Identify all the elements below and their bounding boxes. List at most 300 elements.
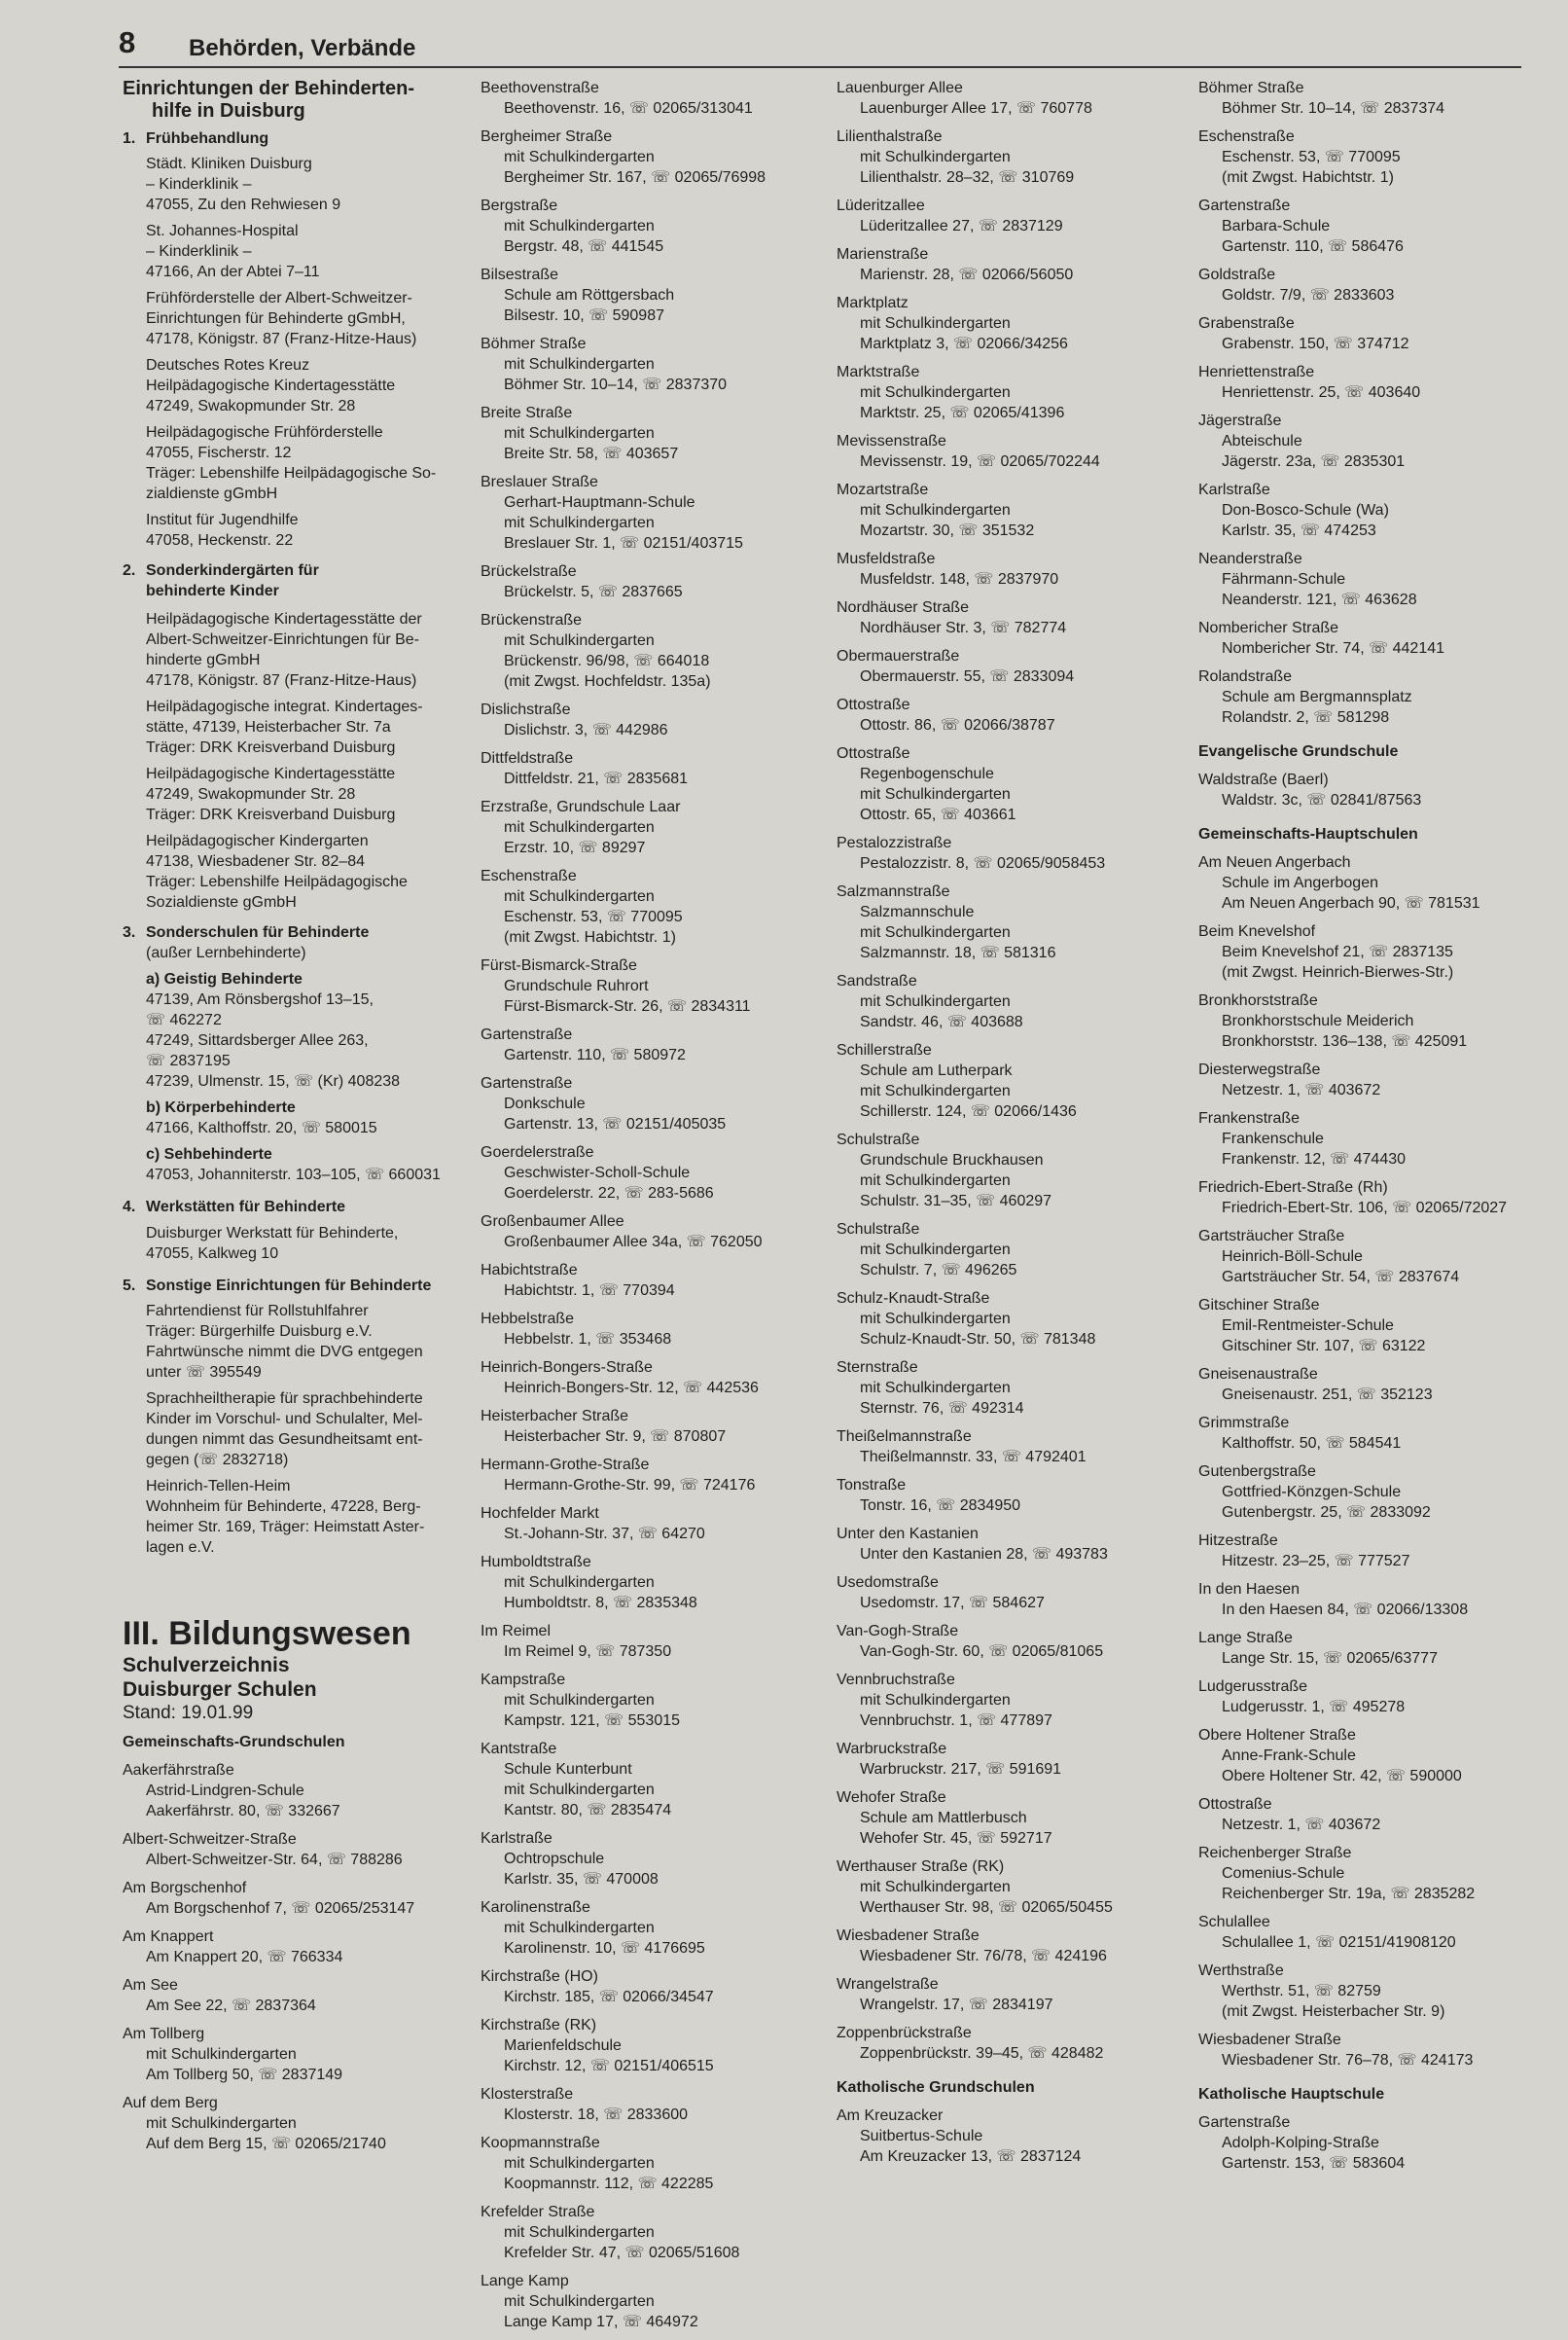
paragraph-line: Fahrtendienst für Rollstuhlfahrer — [146, 1303, 369, 1319]
street-name: Gneisenaustraße — [1198, 1366, 1318, 1383]
entry-line: Marktplatz 3, ☏ 02066/34256 — [860, 336, 1068, 352]
entry-line: Wehofer Str. 45, ☏ 592717 — [860, 1830, 1052, 1847]
entry-line: Fürst-Bismarck-Str. 26, ☏ 2834311 — [504, 998, 751, 1015]
school-entry — [1198, 1579, 1563, 1620]
street-name: Reichenberger Straße — [1198, 1845, 1352, 1861]
paragraph-line: 47178, Königstr. 87 (Franz-Hitze-Haus) — [146, 331, 417, 347]
text-line: 47249, Sittardsberger Allee 263, — [146, 1032, 369, 1049]
entry-line: St.-Johann-Str. 37, ☏ 64270 — [504, 1526, 705, 1542]
paragraph — [123, 831, 453, 913]
street-name: Tonstraße — [837, 1477, 907, 1494]
street-name: Theißelmannstraße — [837, 1428, 972, 1445]
school-entry — [481, 1552, 823, 1613]
paragraph-line: Sozialdienste gGmbH — [146, 894, 297, 911]
column-3 — [837, 78, 1187, 2175]
school-list — [1198, 78, 1563, 728]
entry-line: Sandstr. 46, ☏ 403688 — [860, 1014, 1023, 1030]
entry-line: Lilienthalstr. 28–32, ☏ 310769 — [860, 169, 1075, 186]
subsection-heading: b) Körperbehinderte — [146, 1099, 296, 1116]
street-name: Vennbruchstraße — [837, 1672, 955, 1688]
entry-line: Grundschule Ruhrort — [504, 978, 649, 994]
school-entry — [481, 1357, 823, 1398]
street-name: Am Tollberg — [123, 2026, 205, 2042]
paragraph-line: 47055, Zu den Rehwiesen 9 — [146, 197, 341, 213]
entry-line: Fährmann-Schule — [1222, 571, 1346, 588]
street-name: Friedrich-Ebert-Straße (Rh) — [1198, 1179, 1388, 1196]
school-entry — [481, 748, 823, 789]
street-name: Wehofer Straße — [837, 1789, 946, 1806]
text-line: ☏ 2837195 — [146, 1053, 231, 1069]
street-name: Usedomstraße — [837, 1574, 939, 1591]
street-name: Wiesbadener Straße — [837, 1927, 980, 1944]
paragraph-line: Heilpädagogische Kindertagesstätte — [146, 766, 396, 782]
street-name: Musfeldstraße — [837, 551, 936, 567]
school-entry — [837, 1572, 1187, 1613]
school-entry — [837, 971, 1187, 1032]
street-name: Bergstraße — [481, 198, 558, 214]
street-name: Fürst-Bismarck-Straße — [481, 957, 637, 974]
entry-line: mit Schulkindergarten — [860, 149, 1011, 165]
school-entry — [837, 126, 1187, 188]
street-name: Marienstraße — [837, 246, 929, 263]
entry-line: mit Schulkindergarten — [860, 786, 1011, 803]
page-title: Behörden, Verbände — [189, 35, 416, 61]
entry-line: Schulstr. 31–35, ☏ 460297 — [860, 1193, 1052, 1209]
entry-line: (mit Zwgst. Habichtstr. 1) — [504, 929, 676, 946]
entry-line: Musfeldstr. 148, ☏ 2837970 — [860, 571, 1059, 588]
street-name: Mozartstraße — [837, 482, 929, 498]
entry-line: Karlstr. 35, ☏ 470008 — [504, 1871, 659, 1888]
paragraph-line: zialdienste gGmbH — [146, 486, 278, 502]
street-name: Humboldtstraße — [481, 1554, 591, 1570]
school-entry — [481, 2271, 823, 2332]
item-list — [123, 154, 453, 551]
school-entry — [837, 1739, 1187, 1780]
paragraph-line: Institut für Jugendhilfe — [146, 512, 299, 528]
entry-line: Don-Bosco-Schule (Wa) — [1222, 502, 1389, 519]
street-name: Werthauser Straße (RK) — [837, 1858, 1005, 1875]
entry-line: (mit Zwgst. Habichtstr. 1) — [1222, 169, 1394, 186]
entry-line: mit Schulkindergarten — [504, 632, 655, 649]
entry-line: Eschenstr. 53, ☏ 770095 — [1222, 149, 1401, 165]
street-name: Am Borgschenhof — [123, 1880, 247, 1896]
street-name: Schulallee — [1198, 1914, 1270, 1930]
entry-line: Gartsträucher Str. 54, ☏ 2837674 — [1222, 1269, 1460, 1285]
entry-line: Wiesbadener Str. 76–78, ☏ 424173 — [1222, 2052, 1474, 2069]
school-entry — [481, 1142, 823, 1204]
school-entry — [481, 1260, 823, 1301]
entry-line: mit Schulkindergarten — [860, 993, 1011, 1010]
school-entry — [481, 2202, 823, 2263]
entry-line: Am Kreuzacker 13, ☏ 2837124 — [860, 2148, 1082, 2165]
school-list — [1198, 852, 1563, 2070]
entry-line: mit Schulkindergarten — [504, 819, 655, 836]
street-name: Lange Straße — [1198, 1630, 1293, 1646]
directory-subtitle: Duisburger Schulen — [123, 1678, 317, 1701]
entry-line: Am Tollberg 50, ☏ 2837149 — [146, 2067, 343, 2083]
item-heading-line2: behinderte Kinder — [146, 583, 279, 599]
text-line: ☏ 462272 — [146, 1012, 222, 1028]
street-name: Schillerstraße — [837, 1042, 932, 1059]
entry-line: Waldstr. 3c, ☏ 02841/87563 — [1222, 792, 1422, 809]
paragraph-line: Sprachheiltherapie für sprachbehinderte — [146, 1390, 423, 1407]
street-name: Obermauerstraße — [837, 648, 960, 665]
paragraph-line: – Kinderklinik – — [146, 176, 252, 193]
line-list — [123, 1165, 453, 1185]
entry-line: Kirchstr. 185, ☏ 02066/34547 — [504, 1989, 714, 2005]
school-list — [837, 2106, 1187, 2167]
entry-line: Gartenstr. 110, ☏ 586476 — [1222, 238, 1404, 255]
street-name: Jägerstraße — [1198, 413, 1282, 429]
street-name: Schulstraße — [837, 1221, 920, 1238]
entry-line: Eschenstr. 53, ☏ 770095 — [504, 909, 683, 925]
paragraph-line: heimer Str. 169, Träger: Heimstatt Aster- — [146, 1519, 425, 1535]
street-name: Am Kreuzacker — [837, 2107, 944, 2124]
paragraph-line: Albert-Schweitzer-Einrichtungen für Be- — [146, 631, 420, 648]
entry-line: Obermauerstr. 55, ☏ 2833094 — [860, 668, 1075, 685]
school-entry — [837, 1787, 1187, 1849]
school-entry — [481, 1621, 823, 1662]
school-entry — [1198, 1676, 1563, 1717]
paragraph-line: Frühförderstelle der Albert-Schweitzer- — [146, 290, 412, 306]
entry-line: Großenbaumer Allee 34a, ☏ 762050 — [504, 1234, 763, 1250]
entry-line: Gerhart-Hauptmann-Schule — [504, 494, 695, 511]
street-name: Am Knappert — [123, 1928, 214, 1945]
entry-line: mit Schulkindergarten — [504, 2224, 655, 2241]
entry-line: Schulz-Knaudt-Str. 50, ☏ 781348 — [860, 1331, 1096, 1348]
school-entry — [481, 196, 823, 257]
paragraph-line: Heilpädagogischer Kindergarten — [146, 833, 369, 849]
school-entry — [481, 1309, 823, 1350]
entry-line: mit Schulkindergarten — [860, 1692, 1011, 1709]
school-entry — [123, 1878, 453, 1919]
entry-line: Breslauer Str. 1, ☏ 02151/403715 — [504, 535, 743, 552]
school-entry — [837, 1856, 1187, 1918]
item-list — [123, 609, 453, 913]
school-entry — [837, 549, 1187, 590]
school-entry — [481, 955, 823, 1017]
school-entry — [837, 743, 1187, 825]
paragraph-line: 47178, Königstr. 87 (Franz-Hitze-Haus) — [146, 672, 417, 689]
entry-line: Vennbruchstr. 1, ☏ 477897 — [860, 1712, 1052, 1729]
street-name: Diesterwegstraße — [1198, 1062, 1321, 1078]
entry-line: Werthstr. 51, ☏ 82759 — [1222, 1983, 1381, 1999]
entry-line: mit Schulkindergarten — [860, 1242, 1011, 1258]
paragraph-line: Heilpädagogische integrat. Kindertages- — [146, 699, 423, 715]
entry-line: Warbruckstr. 217, ☏ 591691 — [860, 1761, 1062, 1778]
entry-line: mit Schulkindergarten — [504, 356, 655, 373]
page-number: 8 — [119, 25, 136, 59]
street-name: Goldstraße — [1198, 267, 1276, 283]
school-entry — [1198, 480, 1563, 541]
street-name: Auf dem Berg — [123, 2095, 218, 2111]
street-name: Gitschiner Straße — [1198, 1297, 1320, 1314]
text-line: 47166, Kalthoffstr. 20, ☏ 580015 — [146, 1120, 377, 1136]
school-entry — [837, 293, 1187, 354]
entry-line: Gutenbergstr. 25, ☏ 2833092 — [1222, 1504, 1431, 1521]
entry-line: Erzstr. 10, ☏ 89297 — [504, 840, 646, 856]
school-list — [1198, 770, 1563, 810]
school-entry — [1198, 1226, 1563, 1287]
street-name: Eschenstraße — [1198, 128, 1295, 145]
street-name: Beethovenstraße — [481, 80, 599, 96]
street-name: Lauenburger Allee — [837, 80, 963, 96]
school-entry — [837, 2106, 1187, 2167]
entry-line: mit Schulkindergarten — [504, 218, 655, 234]
entry-line: (mit Zwgst. Heisterbacher Str. 9) — [1222, 2003, 1445, 2020]
entry-line: Gartenstr. 13, ☏ 02151/405035 — [504, 1116, 727, 1133]
paragraph-line: Träger: Lebenshilfe Heilpädagogische So- — [146, 465, 437, 482]
school-entry — [123, 1926, 453, 1967]
street-name: Karolinenstraße — [481, 1899, 590, 1916]
entry-line: Wrangelstr. 17, ☏ 2834197 — [860, 1997, 1053, 2013]
entry-line: Karlstr. 35, ☏ 474253 — [1222, 522, 1376, 539]
entry-line: Adolph-Kolping-Straße — [1222, 2135, 1379, 2151]
street-name: Kantstraße — [481, 1741, 557, 1757]
street-name: Lüderitzallee — [837, 198, 925, 214]
street-name: Wrangelstraße — [837, 1976, 939, 1993]
entry-line: Geschwister-Scholl-Schule — [504, 1165, 691, 1181]
entry-line: Kantstr. 80, ☏ 2835474 — [504, 1802, 672, 1818]
street-name: Bronkhorststraße — [1198, 992, 1318, 1009]
entry-line: Werthauser Str. 98, ☏ 02065/50455 — [860, 1899, 1113, 1916]
school-list — [123, 1760, 453, 2154]
street-name: Kampstraße — [481, 1672, 566, 1688]
street-name: Hermann-Grothe-Straße — [481, 1457, 650, 1473]
street-name: Sternstraße — [837, 1359, 918, 1376]
entry-line: mit Schulkindergarten — [860, 502, 1011, 519]
entry-line: Gartenstr. 110, ☏ 580972 — [504, 1047, 686, 1063]
entry-line: Goldstr. 7/9, ☏ 2833603 — [1222, 287, 1395, 304]
entry-line: mit Schulkindergarten — [504, 888, 655, 905]
entry-line: Aakerfährstr. 80, ☏ 332667 — [146, 1803, 340, 1819]
entry-line: Beim Knevelshof 21, ☏ 2837135 — [1222, 944, 1453, 960]
entry-line: Heisterbacher Str. 9, ☏ 870807 — [504, 1428, 727, 1445]
school-entry — [837, 1357, 1187, 1419]
street-name: Rolandstraße — [1198, 668, 1293, 685]
entry-line: Abteischule — [1222, 433, 1302, 450]
paragraph-line: Heinrich-Tellen-Heim — [146, 1478, 291, 1494]
school-entry — [481, 1670, 823, 1731]
entry-line: Henriettenstr. 25, ☏ 403640 — [1222, 384, 1421, 401]
school-entry — [1198, 2030, 1563, 2070]
entry-line: Kampstr. 121, ☏ 553015 — [504, 1712, 681, 1729]
column-2 — [481, 78, 823, 2340]
school-entry — [481, 1966, 823, 2007]
paragraph-line: Städt. Kliniken Duisburg — [146, 156, 312, 172]
item-heading: 1. Frühbehandlung — [123, 130, 269, 147]
street-name: Lilienthalstraße — [837, 128, 943, 145]
entry-line: Anne-Frank-Schule — [1222, 1747, 1356, 1764]
entry-line: Gitschiner Str. 107, ☏ 63122 — [1222, 1338, 1426, 1354]
street-name: Eschenstraße — [481, 868, 577, 884]
school-entry — [1198, 1177, 1563, 1218]
school-entry — [123, 1975, 453, 2016]
paragraph — [123, 154, 453, 215]
category-heading: Gemeinschafts-Grundschulen — [123, 1734, 345, 1750]
school-entry — [1198, 921, 1563, 983]
entry-line: Koopmannstr. 112, ☏ 422285 — [504, 2176, 714, 2192]
entry-line: mit Schulkindergarten — [504, 2293, 655, 2310]
paragraph-line: Heilpädagogische Frühförderstelle — [146, 424, 383, 441]
paragraph-line: Träger: Lebenshilfe Heilpädagogische — [146, 874, 408, 890]
street-name: Bergheimer Straße — [481, 128, 613, 145]
entry-line: mit Schulkindergarten — [860, 1311, 1011, 1327]
paragraph-line: Träger: DRK Kreisverband Duisburg — [146, 807, 396, 823]
entry-line: Suitbertus-Schule — [860, 2128, 983, 2144]
school-entry — [837, 646, 1187, 687]
school-entry — [481, 797, 823, 858]
school-entry — [1198, 78, 1563, 119]
school-entry — [123, 1829, 453, 1870]
entry-line: In den Haesen 84, ☏ 02066/13308 — [1222, 1602, 1469, 1618]
school-entry — [481, 403, 823, 464]
category-heading: Katholische Grundschulen — [837, 2079, 1035, 2096]
line-list — [123, 990, 453, 1092]
paragraph — [123, 697, 453, 758]
street-name: Erzstraße, Grundschule Laar — [481, 799, 681, 815]
entry-line: Unter den Kastanien 28, ☏ 493783 — [860, 1546, 1108, 1563]
entry-line: Neanderstr. 121, ☏ 463628 — [1222, 592, 1417, 608]
entry-line: Hebbelstr. 1, ☏ 353468 — [504, 1331, 672, 1348]
entry-line: Lange Kamp 17, ☏ 464972 — [504, 2314, 698, 2330]
street-name: Warbruckstraße — [837, 1741, 947, 1757]
school-entry — [1198, 666, 1563, 728]
street-name: Koopmannstraße — [481, 2135, 600, 2151]
school-entry — [1198, 1413, 1563, 1454]
entry-line: Van-Gogh-Str. 60, ☏ 02065/81065 — [860, 1643, 1104, 1660]
entry-line: Schule am Lutherpark — [860, 1062, 1013, 1079]
entry-line: Krefelder Str. 47, ☏ 02065/51608 — [504, 2245, 740, 2261]
entry-line: Marktstr. 25, ☏ 02065/41396 — [860, 405, 1065, 421]
entry-line: Usedomstr. 17, ☏ 584627 — [860, 1595, 1045, 1611]
street-name: Ludgerusstraße — [1198, 1678, 1308, 1695]
entry-line: Schillerstr. 124, ☏ 02066/1436 — [860, 1103, 1077, 1120]
paragraph-line: dungen nimmt das Gesundheitsamt ent- — [146, 1431, 423, 1448]
paragraph — [123, 355, 453, 416]
street-name: Frankenstraße — [1198, 1110, 1301, 1127]
entry-line: Kirchstr. 12, ☏ 02151/406515 — [504, 2058, 714, 2074]
entry-line: Hermann-Grothe-Str. 99, ☏ 724176 — [504, 1477, 756, 1494]
text-line: 47053, Johanniterstr. 103–105, ☏ 660031 — [146, 1167, 441, 1183]
school-entry — [1198, 362, 1563, 403]
school-entry — [837, 1475, 1187, 1516]
entry-line: Am Borgschenhof 7, ☏ 02065/253147 — [146, 1900, 415, 1917]
entry-line: Böhmer Str. 10–14, ☏ 2837370 — [504, 377, 728, 393]
paragraph-line: 47166, An der Abtei 7–11 — [146, 264, 320, 280]
street-name: Dislichstraße — [481, 702, 571, 718]
street-name: Karlstraße — [481, 1830, 552, 1847]
paragraph-line: 47249, Swakopmunder Str. 28 — [146, 786, 356, 803]
entry-line: mit Schulkindergarten — [504, 1782, 655, 1798]
school-entry — [1198, 126, 1563, 188]
street-name: Beim Knevelshof — [1198, 923, 1316, 940]
street-name: Grimmstraße — [1198, 1415, 1290, 1431]
school-entry — [481, 1211, 823, 1252]
school-entry — [837, 362, 1187, 423]
paragraph-line: stätte, 47139, Heisterbacher Str. 7a — [146, 719, 391, 736]
school-entry — [1198, 1961, 1563, 2022]
entry-line: Schule Kunterbunt — [504, 1761, 632, 1778]
text-line: Duisburger Werkstatt für Behinderte, — [146, 1225, 399, 1242]
entry-line: mit Schulkindergarten — [860, 1879, 1011, 1895]
school-entry — [1198, 1108, 1563, 1170]
school-entry — [837, 1288, 1187, 1350]
paragraph-line: gegen (☏ 2832718) — [146, 1452, 289, 1468]
entry-line: Breite Str. 58, ☏ 403657 — [504, 446, 679, 462]
paragraph-line: 47138, Wiesbadener Str. 82–84 — [146, 853, 366, 870]
school-entry — [481, 1073, 823, 1134]
entry-line: mit Schulkindergarten — [146, 2046, 297, 2063]
school-entry — [1198, 1628, 1563, 1669]
street-name: Großenbaumer Allee — [481, 1213, 624, 1230]
street-name: Marktstraße — [837, 364, 920, 380]
entry-line: mit Schulkindergarten — [504, 1692, 655, 1709]
street-name: Gartenstraße — [481, 1075, 573, 1092]
street-name: Dittfeldstraße — [481, 750, 574, 767]
school-entry — [1198, 549, 1563, 610]
school-entry — [1198, 990, 1563, 1052]
entry-line: Bronkhorststr. 136–138, ☏ 425091 — [1222, 1033, 1468, 1050]
item-heading: 4. Werkstätten für Behinderte — [123, 1199, 346, 1215]
street-name: Nordhäuser Straße — [837, 599, 970, 616]
entry-line: Lauenburger Allee 17, ☏ 760778 — [860, 100, 1092, 117]
entry-line: Mozartstr. 30, ☏ 351532 — [860, 522, 1035, 539]
entry-line: Brückenstr. 96/98, ☏ 664018 — [504, 653, 710, 669]
subsection-heading: c) Sehbehinderte — [146, 1146, 272, 1163]
school-entry — [481, 866, 823, 948]
school-entry — [481, 265, 823, 326]
street-name: Böhmer Straße — [1198, 80, 1304, 96]
paragraph-line: hinderte gGmbH — [146, 652, 261, 668]
entry-line: mit Schulkindergarten — [504, 1574, 655, 1591]
school-entry — [1198, 1794, 1563, 1835]
entry-line: Schule im Angerbogen — [1222, 875, 1378, 891]
entry-line: Dislichstr. 3, ☏ 442986 — [504, 722, 668, 738]
item-heading: 2. Sonderkindergärten für — [123, 562, 319, 579]
school-entry — [481, 2015, 823, 2076]
school-entry — [837, 1426, 1187, 1467]
entry-line: Marienfeldschule — [504, 2037, 622, 2054]
school-entry — [1198, 265, 1563, 306]
paragraph — [123, 288, 453, 349]
item-heading: 5. Sonstige Einrichtungen für Behinderte — [123, 1278, 432, 1294]
school-entry — [837, 1670, 1187, 1731]
street-name: Ottostraße — [837, 697, 910, 713]
school-entry — [837, 2023, 1187, 2064]
street-name: Gartenstraße — [1198, 198, 1291, 214]
page-header — [119, 23, 1521, 68]
street-name: Heinrich-Bongers-Straße — [481, 1359, 653, 1376]
school-entry — [837, 597, 1187, 638]
street-name: Unter den Kastanien — [837, 1526, 979, 1542]
paragraph-line: Wohnheim für Behinderte, 47228, Berg- — [146, 1498, 421, 1515]
street-name: Brückelstraße — [481, 563, 577, 580]
entry-line: Ludgerusstr. 1, ☏ 495278 — [1222, 1699, 1406, 1715]
entry-line: (mit Zwgst. Heinrich-Bierwes-Str.) — [1222, 964, 1454, 981]
paragraph-line: Heilpädagogische Kindertagesstätte der — [146, 611, 422, 628]
school-entry — [1198, 1295, 1563, 1356]
street-name: Habichtstraße — [481, 1262, 578, 1278]
entry-line: Am Knappert 20, ☏ 766334 — [146, 1949, 343, 1965]
entry-line: Im Reimel 9, ☏ 787350 — [504, 1643, 672, 1660]
school-entry — [481, 2084, 823, 2125]
entry-line: Albert-Schweitzer-Str. 64, ☏ 788286 — [146, 1852, 403, 1868]
street-name: Böhmer Straße — [481, 336, 587, 352]
category-heading: Evangelische Grundschule — [1198, 743, 1399, 760]
school-entry — [481, 1025, 823, 1065]
school-entry — [837, 1040, 1187, 1122]
